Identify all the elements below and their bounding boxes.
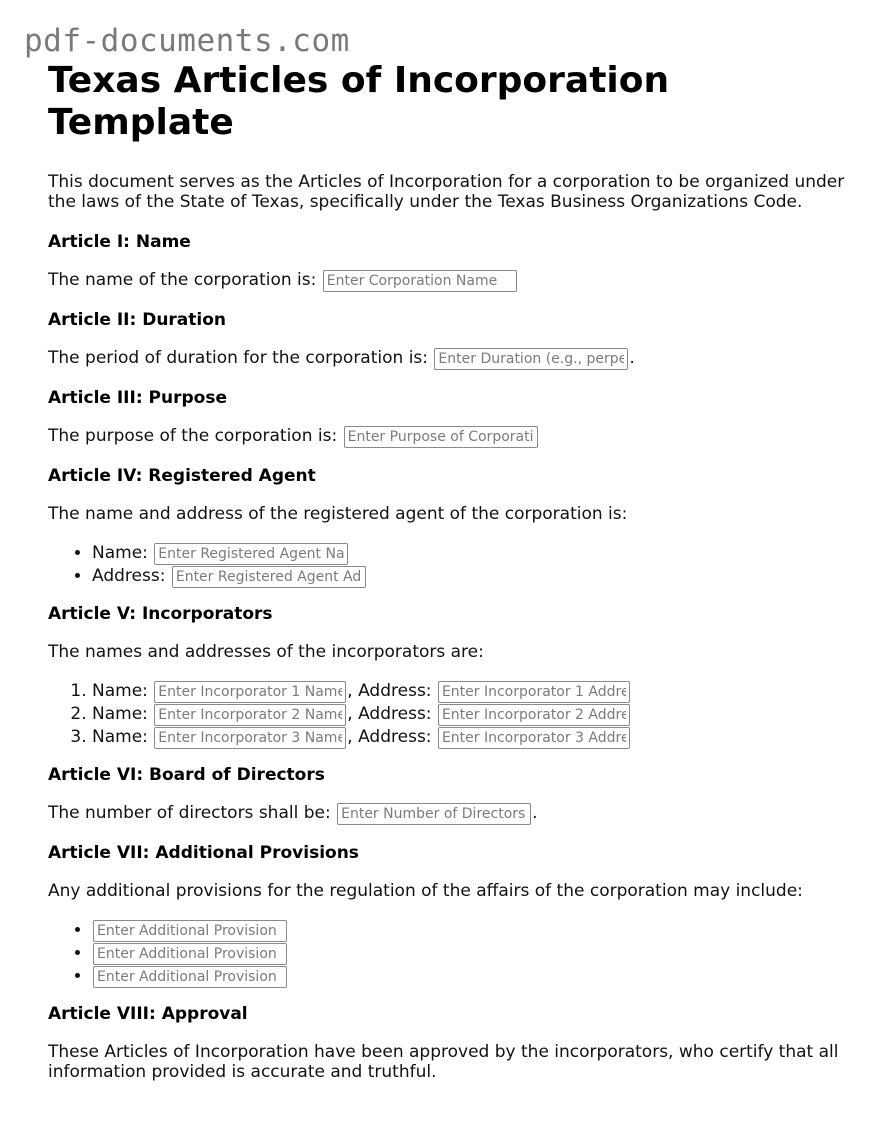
registered-agent-list xyxy=(48,542,848,588)
document-page xyxy=(48,60,848,1100)
article-8-statement: These Articles of Incorporation have been approved by the incorporators, who certify that all information provided is accurate and truthful. xyxy=(48,1042,839,1082)
watermark: pdf-documents.com xyxy=(24,23,350,59)
number-of-directors-input[interactable] xyxy=(337,803,531,825)
additional-provision-1-input[interactable] xyxy=(93,920,287,942)
incorporator-3-name-input[interactable] xyxy=(154,727,346,749)
list-item xyxy=(92,680,848,703)
article-4-heading: Article IV: Registered Agent xyxy=(48,466,316,486)
incorporator-3-address-input[interactable] xyxy=(438,727,630,749)
article-6-suffix: . xyxy=(532,803,538,823)
incorporator-address-label: , Address: xyxy=(347,681,432,701)
article-3-statement xyxy=(48,426,848,448)
incorporator-name-label: Name: xyxy=(92,704,148,724)
article-5-heading: Article V: Incorporators xyxy=(48,604,273,624)
article-3-heading: Article III: Purpose xyxy=(48,388,227,408)
incorporator-2-address-input[interactable] xyxy=(438,704,630,726)
intro-paragraph: This document serves as the Articles of Incorporation for a corporation to be organized under the laws of the State of Texas, specifically under the Texas Business Organizations Code. xyxy=(48,172,845,212)
incorporator-address-label: , Address: xyxy=(347,704,432,724)
agent-address-label: Address: xyxy=(92,566,166,586)
article-6-heading: Article VI: Board of Directors xyxy=(48,765,325,785)
article-7-statement: Any additional provisions for the regulation of the affairs of the corporation may include: xyxy=(48,881,803,901)
list-item xyxy=(92,919,848,942)
article-5-statement: The names and addresses of the incorporators are: xyxy=(48,642,484,662)
page-title: Texas Articles of Incorporation Template xyxy=(48,60,670,143)
purpose-input[interactable] xyxy=(344,426,538,448)
article-8-heading: Article VIII: Approval xyxy=(48,1004,248,1024)
list-item xyxy=(92,565,848,588)
article-2-heading: Article II: Duration xyxy=(48,310,227,330)
registered-agent-address-input[interactable] xyxy=(172,566,366,588)
incorporator-name-label: Name: xyxy=(92,727,148,747)
incorporator-name-label: Name: xyxy=(92,681,148,701)
duration-input[interactable] xyxy=(434,348,628,370)
list-item xyxy=(92,965,848,988)
corporation-name-input[interactable] xyxy=(323,270,517,292)
additional-provisions-list xyxy=(48,919,848,988)
list-item xyxy=(92,942,848,965)
article-2-text: The period of duration for the corporation is: xyxy=(48,348,429,368)
agent-name-label: Name: xyxy=(92,543,148,563)
additional-provision-2-input[interactable] xyxy=(93,943,287,965)
additional-provision-3-input[interactable] xyxy=(93,966,287,988)
list-item xyxy=(92,703,848,726)
list-item xyxy=(92,726,848,749)
registered-agent-name-input[interactable] xyxy=(154,543,348,565)
incorporator-2-name-input[interactable] xyxy=(154,704,346,726)
article-4-statement: The name and address of the registered agent of the corporation is: xyxy=(48,504,628,524)
incorporator-1-name-input[interactable] xyxy=(154,681,346,703)
list-item xyxy=(92,542,848,565)
incorporators-list xyxy=(48,680,848,749)
article-6-text: The number of directors shall be: xyxy=(48,803,331,823)
article-1-statement xyxy=(48,270,848,292)
article-1-heading: Article I: Name xyxy=(48,232,191,252)
article-7-heading: Article VII: Additional Provisions xyxy=(48,843,359,863)
article-2-statement xyxy=(48,348,848,370)
article-3-text: The purpose of the corporation is: xyxy=(48,426,338,446)
article-6-statement xyxy=(48,803,848,825)
article-1-text: The name of the corporation is: xyxy=(48,270,317,290)
incorporator-address-label: , Address: xyxy=(347,727,432,747)
article-2-suffix: . xyxy=(629,348,635,368)
incorporator-1-address-input[interactable] xyxy=(438,681,630,703)
